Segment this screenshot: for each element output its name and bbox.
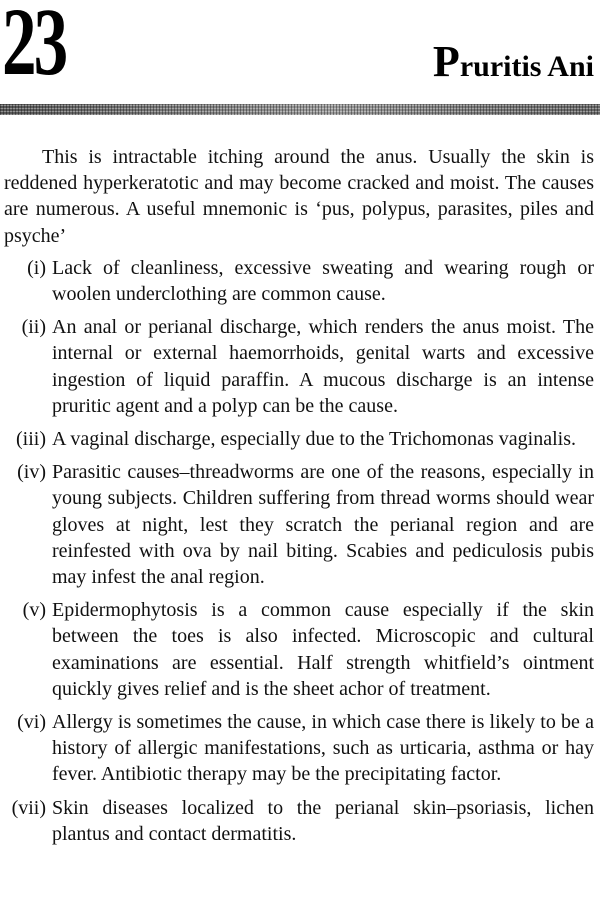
body-text — [4, 144, 594, 854]
list-marker: (vi) — [17, 711, 46, 734]
list-item-text: A vaginal discharge, especially due to the Trichomonas vaginalis. — [52, 428, 576, 451]
list-marker: (vii) — [11, 796, 46, 819]
list-item-text: Parasitic causes–threadworms are one of the reasons, especially in young subjects. Children suffering from thread worms should wear gloves at night, lest they scratch the perianal region and are reinfested with ova by nail biting. Scabies and pediculosis pubis may infest the anal region. — [52, 461, 594, 589]
list-item-text: Skin diseases localized to the perianal skin–psoriasis, lichen plantus and contact dermatitis. — [52, 796, 594, 845]
list-marker: (i) — [27, 256, 46, 279]
list-item-text: An anal or perianal discharge, which renders the anus moist. The internal or external haemorrhoids, genital warts and excessive ingestion of liquid paraffin. A mucous discharge is an intense pruritic agent and a polyp can be the cause. — [52, 316, 594, 417]
list-item — [4, 709, 594, 788]
chapter-number: 23 — [2, 0, 66, 95]
list-marker: (iii) — [16, 428, 46, 451]
list-item — [4, 314, 594, 419]
chapter-title-initial: P — [432, 37, 460, 86]
list-marker: (ii) — [21, 316, 46, 339]
list-item — [4, 795, 594, 847]
list-item-text: Allergy is sometimes the cause, in which case there is likely to be a history of allergic manifestations, such as urticaria, asthma or hay fever. Antibiotic therapy may be the precipitating factor. — [52, 711, 594, 786]
intro-paragraph: This is intractable itching around the anus. Usually the skin is reddened hyperkeratotic and may become cracked and moist. The causes are numerous. A useful mnemonic is ‘pus, polypus, parasites, piles and psyche’ — [4, 146, 594, 247]
header-rule — [0, 104, 600, 115]
list-marker: (iv) — [17, 461, 46, 484]
list-marker: (v) — [22, 599, 46, 622]
list-item-text: Epidermophytosis is a common cause especially if the skin between the toes is also infected. Microscopic and cultural examinations are essential. Half strength whitfield’s ointment quickly gives relief and is the sheet achor of treatment. — [52, 599, 594, 700]
list-item — [4, 459, 594, 590]
list-item-text: Lack of cleanliness, excessive sweating and wearing rough or woolen underclothing are common cause. — [52, 256, 594, 306]
list-item — [4, 597, 594, 702]
causes-list — [4, 255, 594, 847]
list-item — [4, 255, 594, 307]
list-item — [4, 426, 594, 452]
chapter-title-rest: ruritis Ani — [459, 50, 594, 83]
chapter-title — [432, 37, 594, 86]
